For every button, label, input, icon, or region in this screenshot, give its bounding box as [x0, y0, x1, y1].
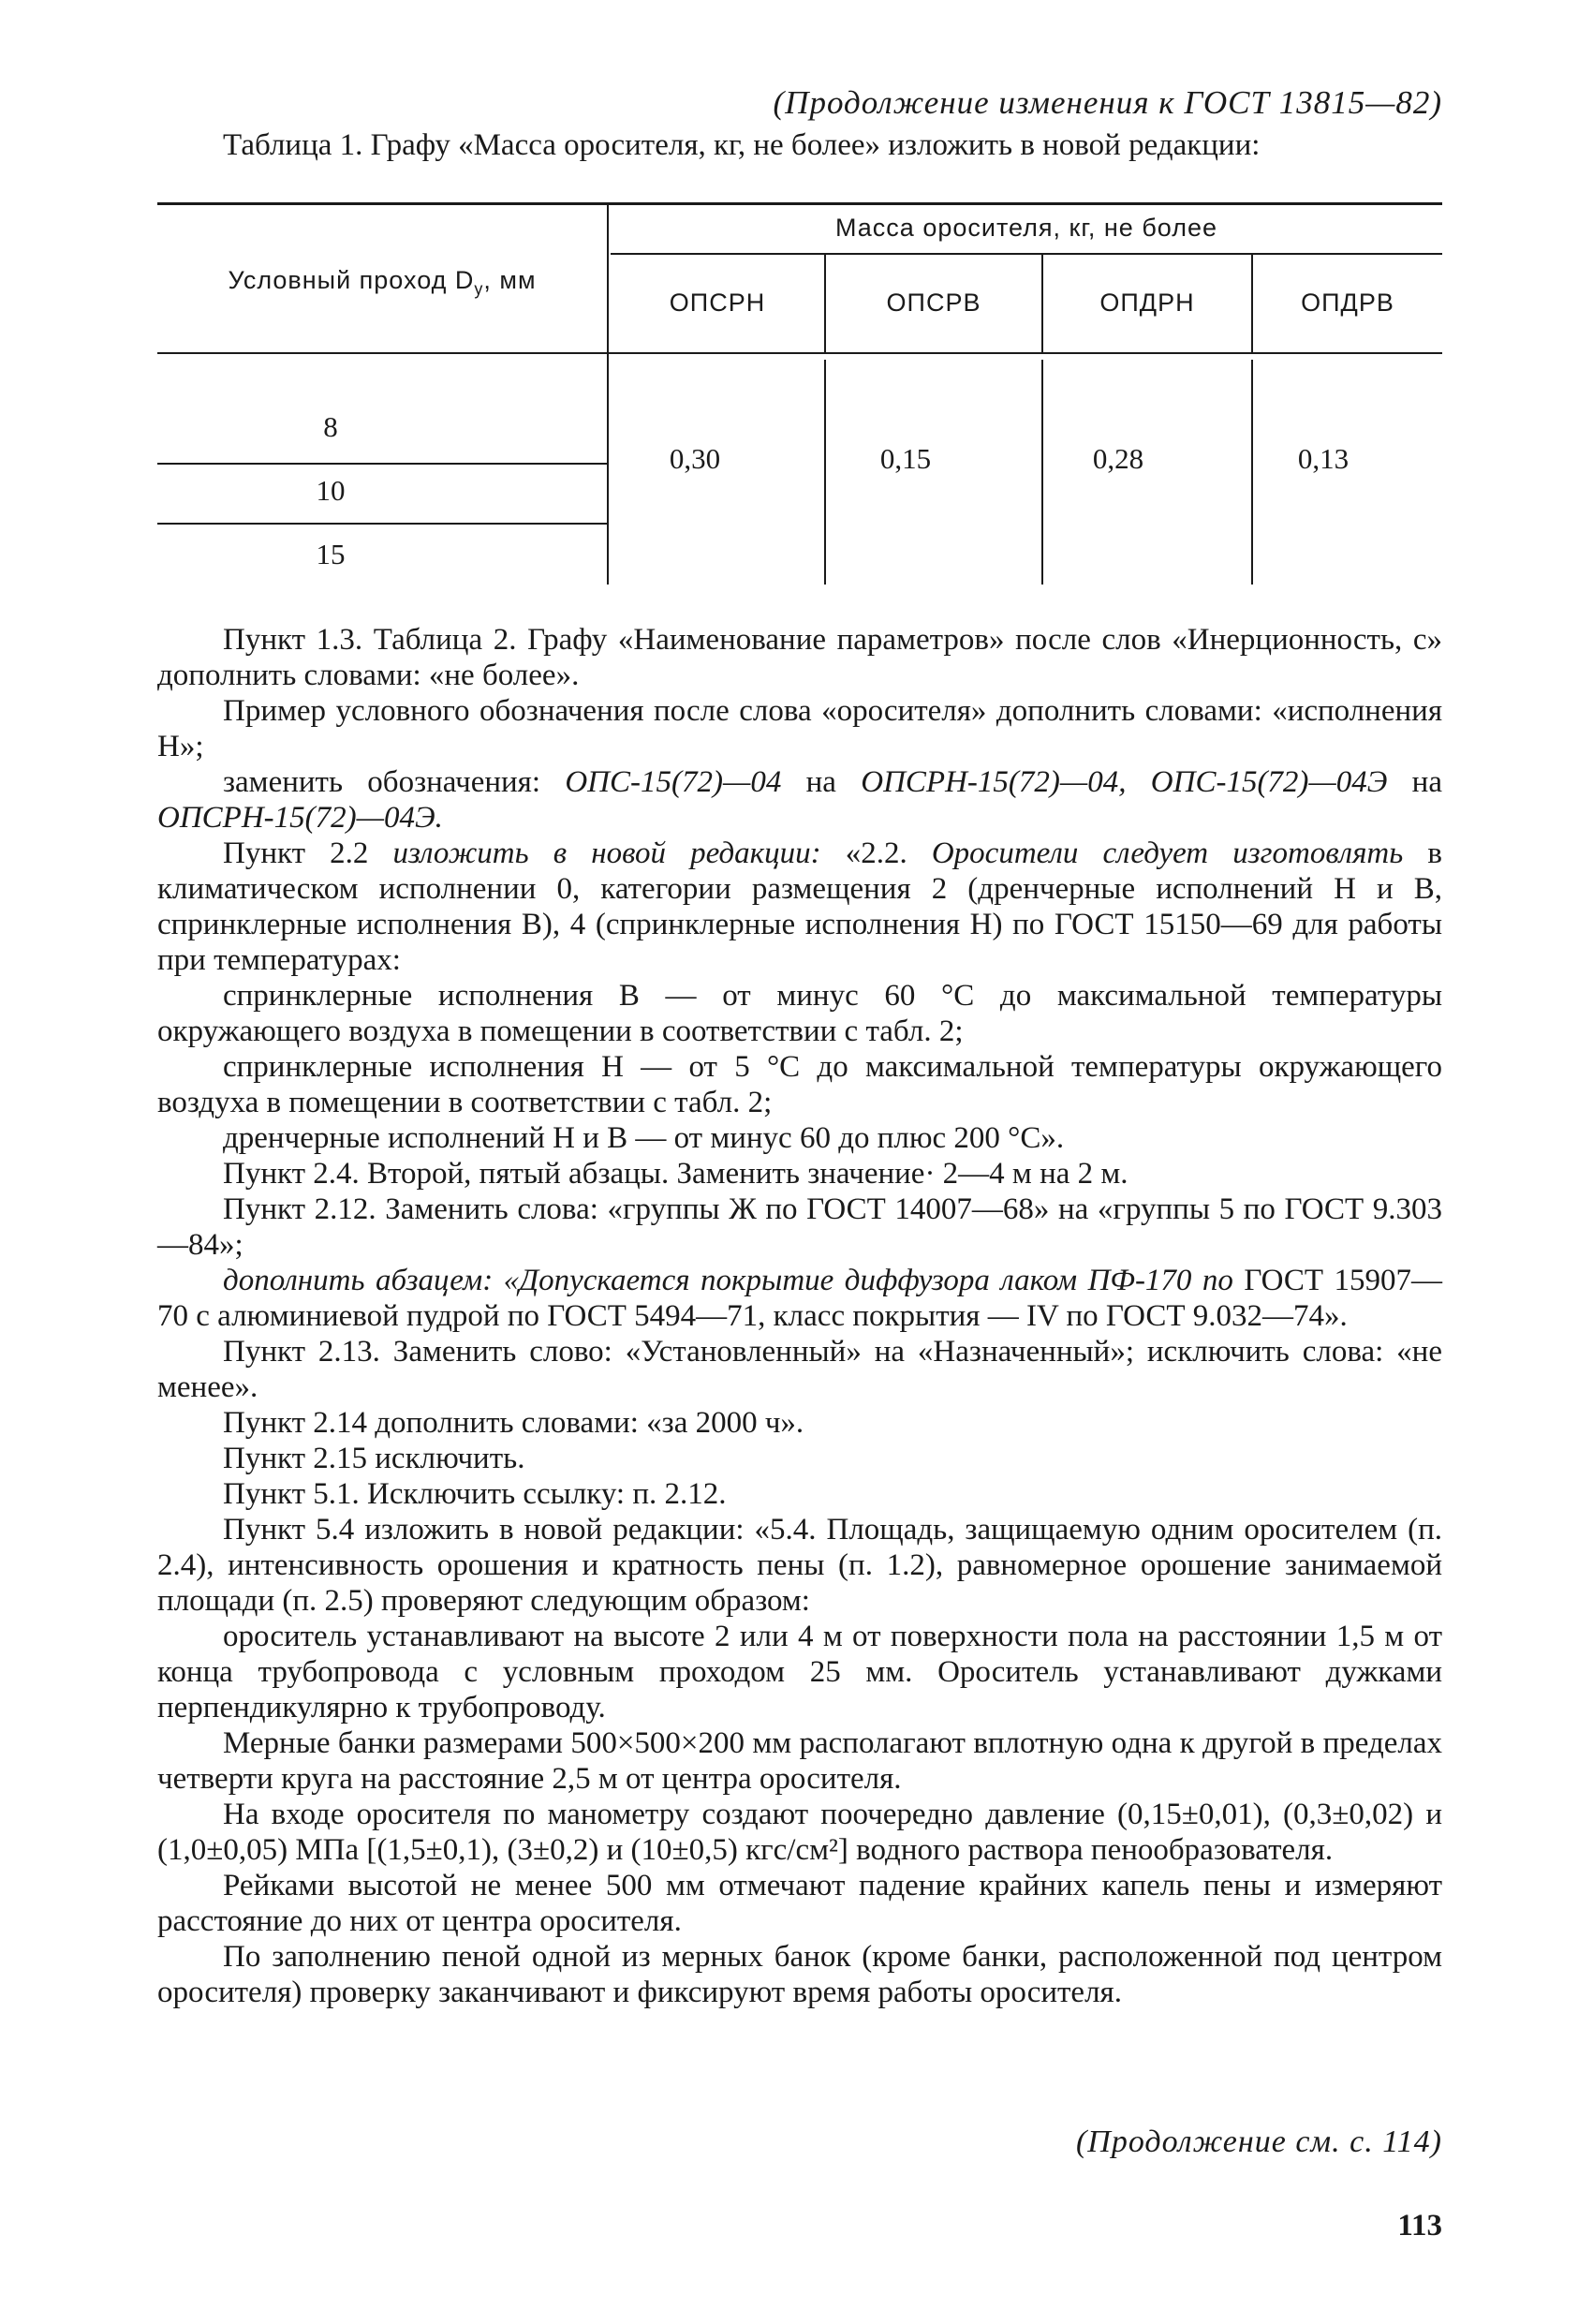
- paragraph: Пункт 2.12. Заменить слова: «группы Ж по ГОСТ 14007—68» на «группы 5 по ГОСТ 9.303—84»;: [157, 1192, 1442, 1262]
- paragraph: Пункт 5.1. Исключить ссылку: п. 2.12.: [223, 1477, 727, 1511]
- designation: ОПСРН-15(72)—04Э.: [157, 801, 443, 835]
- value-opsrv: 0,15: [879, 442, 932, 475]
- text-run: «2.2.: [820, 836, 932, 870]
- text-run-italic: Оросители следует изготовлять: [931, 836, 1404, 870]
- row-label-10: 10: [316, 474, 346, 507]
- paragraph: Рейками высотой не менее 500 мм отмечают падение крайних капель пены и измеряют расстояние до них от центра оросителя.: [157, 1869, 1442, 1938]
- text-run: на: [1387, 765, 1442, 799]
- amendment-text: [157, 622, 1442, 2010]
- col-header-subscript: у: [474, 279, 484, 299]
- text-run: на: [781, 765, 862, 799]
- col-header-label: Условный проход D: [228, 266, 475, 294]
- table-intro: Таблица 1. Графу «Масса оросителя, кг, не более» изложить в новой редакции:: [223, 128, 1261, 162]
- col-header-opsrn: ОПСРН: [669, 289, 766, 317]
- paragraph: Пункт 2.15 исключить.: [223, 1442, 525, 1475]
- col-header-nominal-diameter: [157, 266, 607, 299]
- paragraph: Пункт 2.4. Второй, пятый абзацы. Заменить значение· 2—4 м на 2 м.: [223, 1157, 1128, 1191]
- col-header-opsrv: ОПСРВ: [886, 289, 981, 317]
- paragraph: ороситель устанавливают на высоте 2 или 4 м от поверхности пола на расстоянии 1,5 м от конца трубопровода с условным проходом 25 мм. Ороситель устанавливают дужками перпендикулярно к трубопроводу.: [157, 1620, 1442, 1724]
- text-run: Пункт 2.2: [223, 836, 393, 870]
- paragraph: По заполнению пеной одной из мерных банок (кроме банки, расположенной под центром оросителя) проверку заканчивают и фиксируют время работы оросителя.: [157, 1940, 1442, 2009]
- page-number: 113: [1397, 2209, 1442, 2243]
- col-header-opdrn: ОПДРН: [1099, 289, 1195, 317]
- value-opdrv: 0,13: [1297, 442, 1350, 475]
- paragraph: Пример условного обозначения после слова «оросителя» дополнить словами: «исполнения Н»;: [157, 694, 1442, 763]
- mass-table: [157, 202, 1442, 596]
- continuation-footer: (Продолжение см. с. 114): [1075, 2124, 1442, 2159]
- paragraph: [157, 836, 1442, 978]
- text-run: в климатическом исполнении 0, категории размещения 2 (дренчерные исполнений Н и В, спринклерные исполнения В), 4 (спринклерные исполнения Н) по ГОСТ 15150—69 для работы при температурах:: [157, 836, 1442, 977]
- paragraph: спринклерные исполнения В — от минус 60 °С до максимальной температуры окружающего воздуха в помещении в соответствии с табл. 2;: [157, 979, 1442, 1048]
- value-opdrn: 0,28: [1092, 442, 1144, 475]
- col-header-unit: , мм: [483, 266, 537, 294]
- paragraph: Пункт 2.14 дополнить словами: «за 2000 ч».: [223, 1406, 804, 1440]
- paragraph: [157, 764, 1442, 836]
- continuation-header: (Продолжение изменения к ГОСТ 13815—82): [773, 84, 1442, 121]
- group-header-mass: Масса оросителя, кг, не более: [835, 214, 1217, 242]
- text-run-italic: дополнить абзацем: «Допускается покрытие диффузора лаком ПФ-170 по: [223, 1264, 1233, 1297]
- row-label-8: 8: [323, 410, 338, 443]
- paragraph: Пункт 5.4 изложить в новой редакции: «5.4. Площадь, защищаемую одним оросителем (п. 2.4), интенсивность орошения и кратность пены (п. 1.2), равномерное орошение занимаемой площади (п. 2.5) проверяют следующим образом:: [157, 1513, 1442, 1618]
- paragraph: [157, 1263, 1442, 1334]
- paragraph: Пункт 1.3. Таблица 2. Графу «Наименование параметров» после слов «Инерционность, с» дополнить словами: «не более».: [157, 623, 1442, 692]
- designation: ОПС-15(72)—04: [565, 765, 782, 799]
- col-header-opdrv: ОПДРВ: [1301, 289, 1394, 317]
- text-run: заменить обозначения:: [223, 765, 566, 799]
- paragraph: На входе оросителя по манометру создают поочередно давление (0,15±0,01), (0,3±0,02) и (1,0±0,05) МПа [(1,5±0,1), (3±0,2) и (10±0,5) кгс/см²] водного раствора пенообразователя.: [157, 1798, 1442, 1867]
- paragraph: Пункт 2.13. Заменить слово: «Установленный» на «Назначенный»; исключить слова: «не менее».: [157, 1335, 1442, 1404]
- text-run-italic: изложить в новой редакции:: [392, 836, 821, 870]
- document-page: [157, 82, 1442, 2010]
- value-opsrn: 0,30: [669, 442, 721, 475]
- paragraph: дренчерные исполнений Н и В — от минус 60 до плюс 200 °С».: [223, 1121, 1065, 1155]
- designation: ОПСРН-15(72)—04, ОПС-15(72)—04Э: [861, 765, 1388, 799]
- paragraph: спринклерные исполнения Н — от 5 °С до максимальной температуры окружающего воздуха в помещении в соответствии с табл. 2;: [157, 1050, 1442, 1119]
- row-label-15: 15: [316, 538, 346, 570]
- text-run: ГОСТ 15907—70 с алюминиевой пудрой по ГОСТ 5494—71, класс покрытия — IV по ГОСТ 9.032—74».: [157, 1264, 1442, 1333]
- paragraph: Мерные банки размерами 500×500×200 мм располагают вплотную одна к другой в пределах четверти круга на расстояние 2,5 м от центра оросителя.: [157, 1726, 1442, 1796]
